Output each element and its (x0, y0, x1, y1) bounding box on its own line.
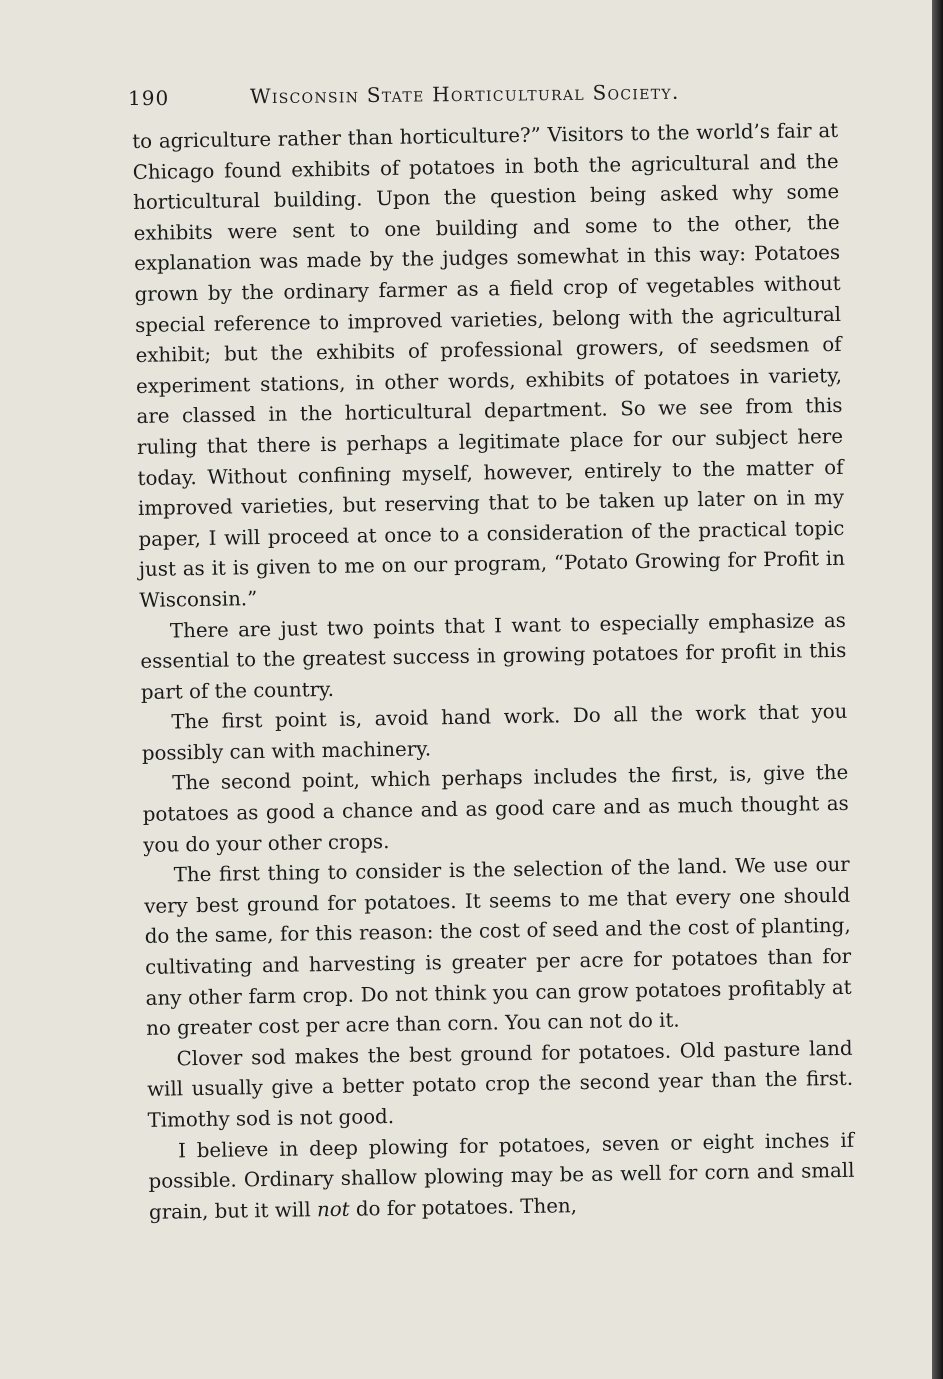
page-edge-shadow (932, 0, 943, 1379)
deep-plowing-text-before: I believe in deep plowing for potatoes, seven or eight inches if possible. Ordinary shallow plowing may be as well for corn and small grain, but it will (148, 1128, 855, 1224)
deep-plowing-text-after: do for potatoes. Then, (349, 1193, 578, 1221)
body-text (132, 116, 855, 1228)
paragraph-two-points: There are just two points that I want to especially emphasize as essential to the greatest success in growing potatoes for profit in this part of the country. (140, 608, 847, 704)
page-number: 190 (128, 86, 170, 110)
paragraph-second-point: The second point, which perhaps includes the first, is, give the potatoes as good a chance and as good care and as much thought as you do your other crops. (142, 761, 849, 857)
paragraph-selection-of-land: The first thing to consider is the selection of the land. We use our very best ground for potatoes. It seems to me that every one should do the same, for this reason: the cost of seed and the cost of planting, cultivating and harvesting is greater per acre for potatoes than for any other farm crop. Do not think you can grow potatoes profitably at no greater cost per acre than corn. You can not do it. (144, 853, 852, 1041)
emphasis-not: not (316, 1197, 350, 1222)
running-head: Wisconsin State Horticultural Society. (249, 79, 680, 109)
paragraph-first-point: The first point is, avoid hand work. Do all the work that you possibly can with machinery. (141, 700, 848, 765)
paragraph-continued: to agriculture rather than horticulture?” Visitors to the world’s fair at Chicago found exhibits of potatoes in both the agricultural and the horticultural building. Upon the question being asked why some exhibits were sent to one building and some to the other, the explanation was made by the judges somewhat in this way: Potatoes grown by the ordinary farmer as a field crop of vegetables without special reference to improved varieties, belong with the agricultural exhibit; but the exhibits of professional growers, of seedsmen of experiment stations, in other words, exhibits of potatoes in variety, are classed in the horticultural department. So we see from this ruling that there is perhaps a legitimate place for our subject here today. Without confining myself, however, entirely to the matter of improved varieties, but reserving that to be taken up later on in my paper, I will proceed at once to a consideration of the practical topic just as it is given to me on our program, “Potato Growing for Profit in Wisconsin.” (132, 118, 846, 612)
page-header (128, 80, 828, 110)
paragraph-clover-sod: Clover sod makes the best ground for potatoes. Old pasture land will usually give a better potato crop the second year than the first. Timothy sod is not good. (146, 1036, 854, 1132)
paragraph-deep-plowing (148, 1125, 855, 1228)
